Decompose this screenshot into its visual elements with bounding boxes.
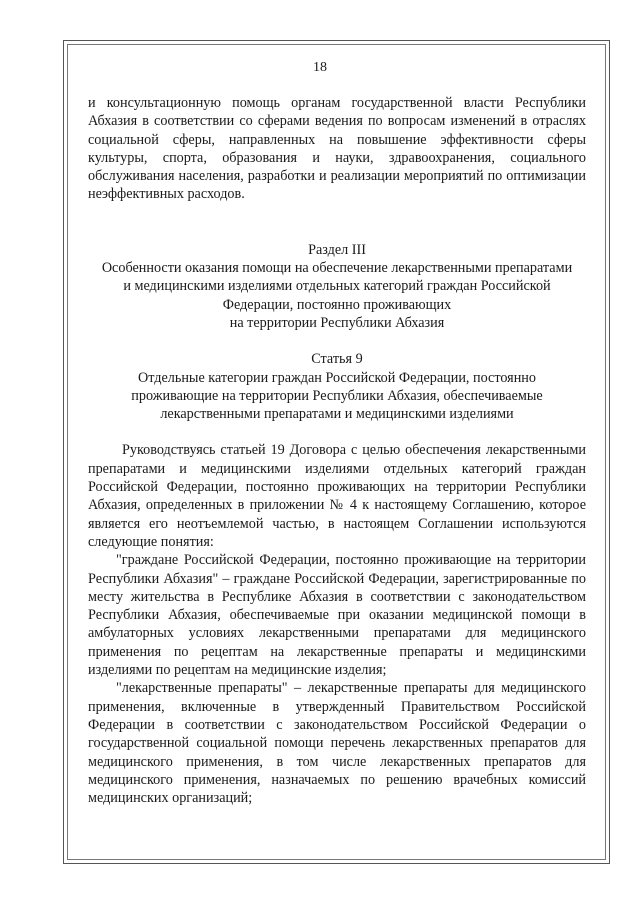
body-paragraph: Руководствуясь статьей 19 Договора с целью обеспечения лекарственными препаратами и медицинскими изделиями отдельных категорий граждан Российской Федерации, постоянно проживающих на территории Республики Абхазия, определенных в приложении № 4 к настоящему Соглашению, которое является его неотъемлемой частью, в настоящем Соглашении используются следующие понятия: bbox=[88, 442, 586, 550]
section-label: Раздел III bbox=[308, 241, 366, 258]
section-title-line: на территории Республики Абхазия bbox=[229, 314, 445, 331]
section-title-line: Особенности оказания помощи на обеспечение лекарственными препаратами bbox=[101, 260, 573, 277]
article-label: Статья 9 bbox=[311, 351, 363, 368]
article-title-line: Отдельные категории граждан Российской Федерации, постоянно bbox=[138, 369, 536, 386]
section-title-line: и медицинскими изделиями отдельных категорий граждан Российской bbox=[123, 278, 551, 295]
intro-paragraph: и консультационную помощь органам государственной власти Республики Абхазия в соответствии со сферами ведения по вопросам изменений в отраслях социальной сферы, направленных на повышение эффективности сферы культуры, спорта, образования и науки, здравоохранения, социального обслуживания населения, разработки и реализации мероприятий по оптимизации неэффективных расходов. bbox=[88, 95, 586, 203]
document-body bbox=[88, 94, 586, 807]
body-paragraph: "граждане Российской Федерации, постоянно проживающие на территории Республики Абхазия" – граждане Российской Федерации, зарегистрированные по месту жительства в Республике Абхазия в соответствии с законодательством Республики Абхазия, обеспечиваемые при оказании медицинской помощи в амбулаторных условиях лекарственными препаратами для медицинского применения по рецептам на лекарственные препараты и медицинскими изделиями по рецептам на медицинские изделия; bbox=[88, 552, 586, 679]
page-number: 18 bbox=[313, 60, 327, 75]
article-title-line: проживающие на территории Республики Абхазия, обеспечиваемые bbox=[131, 387, 543, 404]
body-paragraph: "лекарственные препараты" – лекарственные препараты для медицинского применения, включенные в утвержденный Правительством Российской Федерации в соответствии с законодательством Российской Федерации о государственной социальной помощи перечень лекарственных препаратов для медицинского применения, в том числе лекарственных препаратов для медицинского применения, назначаемых по решению врачебных комиссий медицинских организаций; bbox=[88, 680, 586, 807]
section-title-line: Федерации, постоянно проживающих bbox=[222, 296, 452, 313]
article-title-line: лекарственными препаратами и медицинскими изделиями bbox=[160, 406, 514, 423]
